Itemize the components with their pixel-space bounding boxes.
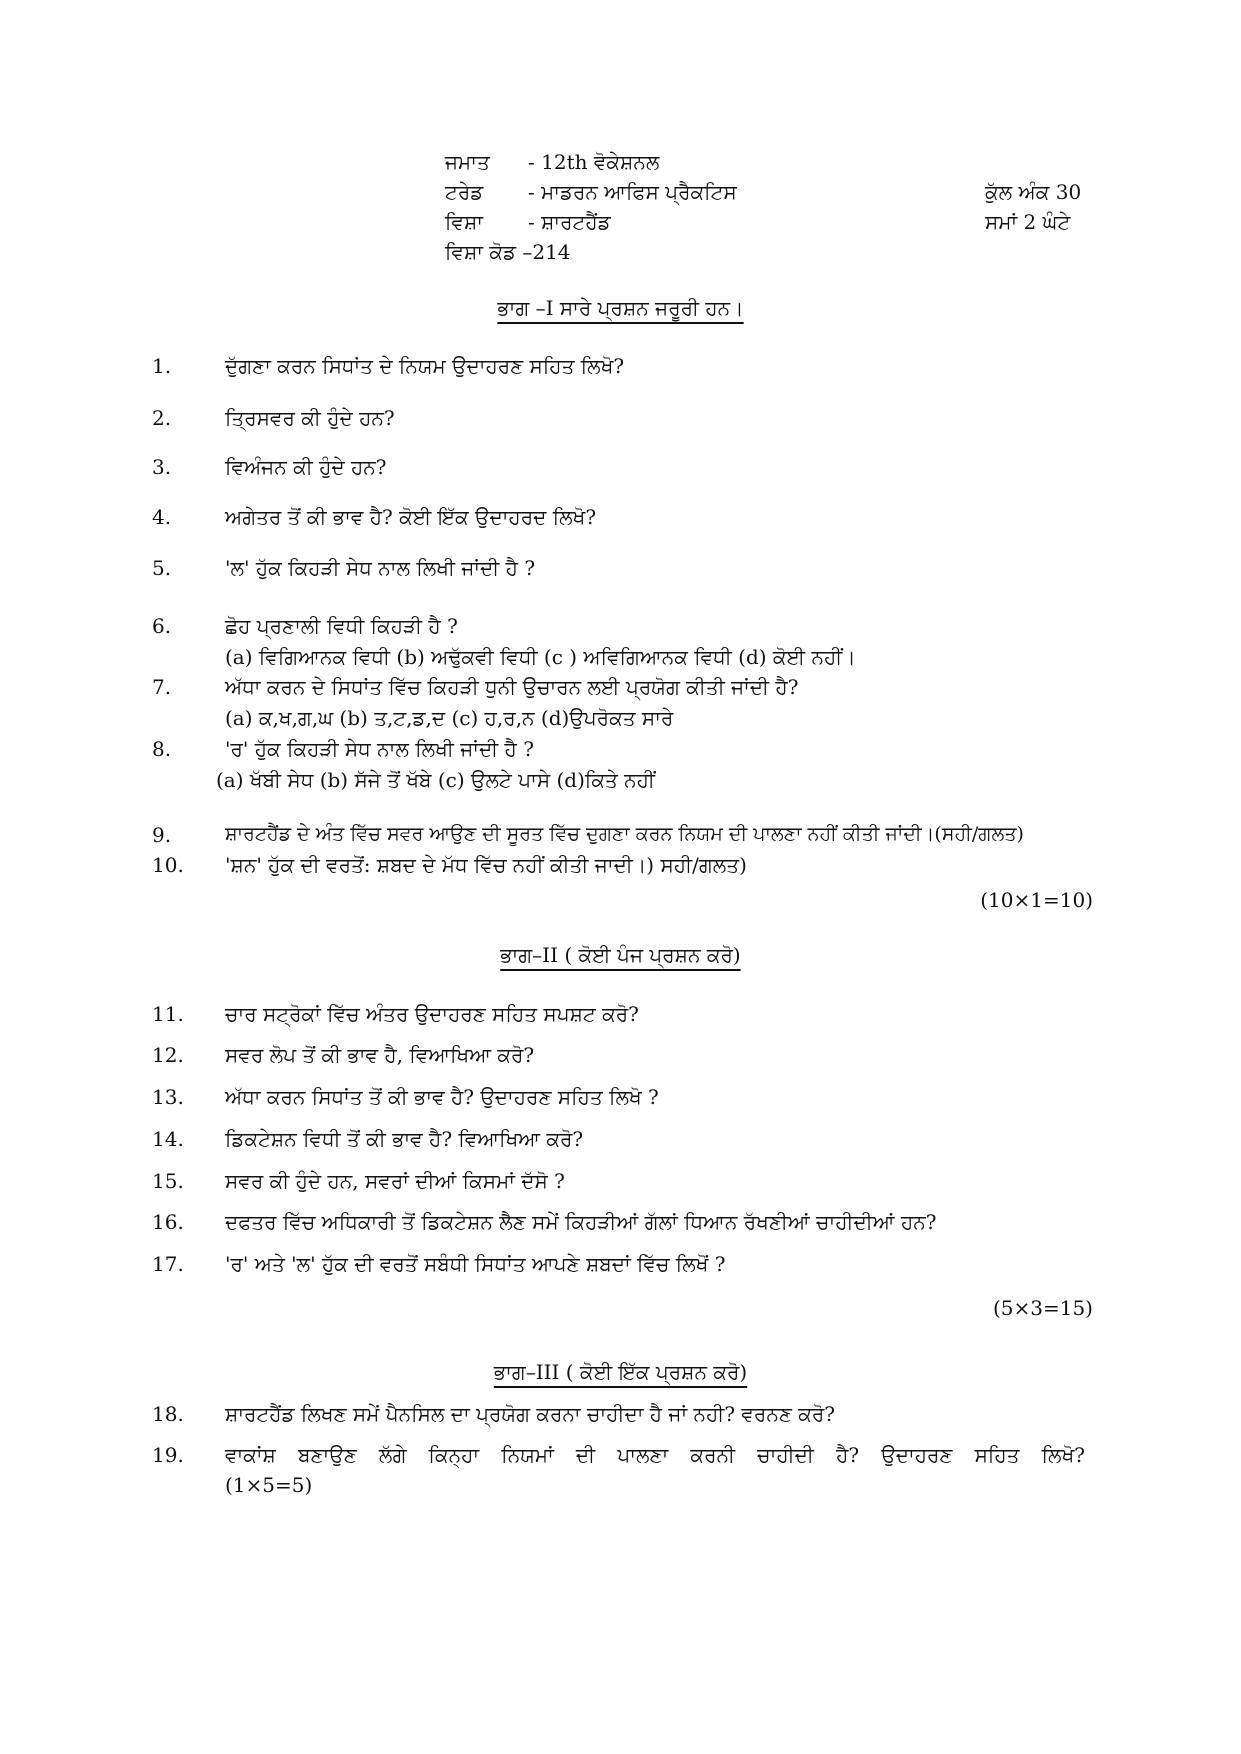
subject-value: - ਸ਼ਾਰਟਹੈਂਡ [528,210,611,234]
question-text: ਦਫਤਰ ਵਿੱਚ ਅਧਿਕਾਰੀ ਤੋਂ ਡਿਕਟੇਸ਼ਨ ਲੈਣ ਸਮੇਂ ਕਿਹੜੀਆਂ ਗੱਲਾਂ ਧਿਆਨ ਰੱਖਣੀਆਂ ਚਾਹੀਦੀਆਂ ਹਨ? [225,1210,937,1234]
question-text: ਸਵਰ ਲੋਪ ਤੋਂ ਕੀ ਭਾਵ ਹੈ, ਵਿਆਖਿਆ ਕਰੋ? [225,1043,535,1067]
trade-label: ਟਰੇਡ [445,180,484,204]
exam-time: ਸਮਾਂ 2 ਘੰਟੇ [985,210,1071,234]
question-options: (a) ਖੱਬੀ ਸੇਧ (b) ਸੱਜੇ ਤੋਂ ਖੱਬੇ (c) ਉਲਟੇ ਪਾਸੇ (d)ਕਿਤੇ ਨਹੀਂ [216,768,655,792]
question-text: ਅੱਧਾ ਕਰਨ ਸਿਧਾਂਤ ਤੋਂ ਕੀ ਭਾਵ ਹੈ? ਉਦਾਹਰਣ ਸਹਿਤ ਲਿਖੋ ? [225,1085,659,1109]
question-text: ਡਿਕਟੇਸ਼ਨ ਵਿਧੀ ਤੋਂ ਕੀ ਭਾਵ ਹੈ? ਵਿਆਖਿਆ ਕਰੋ? [225,1127,584,1151]
question-number: 5. [152,556,172,580]
question-text: ਛੋਹ ਪ੍ਰਣਾਲੀ ਵਿਧੀ ਕਿਹੜੀ ਹੈ ? [225,614,458,638]
question-text: ਸਵਰ ਕੀ ਹੁੰਦੇ ਹਨ, ਸਵਰਾਂ ਦੀਆਂ ਕਿਸਮਾਂ ਦੱਸੋ ? [225,1169,565,1193]
part2-marks: (5×3=15) [992,1296,1093,1320]
subject-label: ਵਿਸ਼ਾ [445,210,483,234]
question-text: 'ਰ' ਅਤੇ 'ਲ' ਹੁੱਕ ਦੀ ਵਰਤੋਂ ਸਬੰਧੀ ਸਿਧਾਂਤ ਆਪਣੇ ਸ਼ਬਦਾਂ ਵਿੱਚ ਲਿਖੋਂ ? [225,1252,726,1276]
total-marks: ਕੁੱਲ ਅੰਕ 30 [985,180,1082,204]
question-text: 'ਰ' ਹੁੱਕ ਕਿਹੜੀ ਸੇਧ ਨਾਲ ਲਿਖੀ ਜਾਂਦੀ ਹੈ ? [225,737,534,761]
question-text: 'ਸ਼ਨ' ਹੁੱਕ ਦੀ ਵਰਤੋਂ: ਸ਼ਬਦ ਦੇ ਮੱਧ ਵਿੱਚ ਨਹੀਂ ਕੀਤੀ ਜਾਦੀ।) ਸਹੀ/ਗਲਤ) [225,853,747,877]
question-number: 14. [152,1127,184,1151]
question-options: (a) ਵਿਗਿਆਨਕ ਵਿਧੀ (b) ਅਢੁੱਕਵੀ ਵਿਧੀ (c ) ਅਵਿਗਿਆਨਕ ਵਿਧੀ (d) ਕੋਈ ਨਹੀਂ। [225,645,856,669]
question-number: 4. [152,505,172,529]
question-text: ਤ੍ਰਿਸਵਰ ਕੀ ਹੁੰਦੇ ਹਨ? [225,406,395,430]
part3-marks: (1×5=5) [225,1473,313,1497]
question-number: 18. [152,1402,184,1426]
question-number: 3. [152,455,172,479]
question-text: ਅੱਧਾ ਕਰਨ ਦੇ ਸਿਧਾਂਤ ਵਿੱਚ ਕਿਹੜੀ ਧੁਨੀ ਉਚਾਰਨ ਲਈ ਪ੍ਰਯੋਗ ਕੀਤੀ ਜਾਂਦੀ ਹੈ? [225,675,799,699]
question-text: ਸ਼ਾਰਟਹੈਂਡ ਲਿਖਣ ਸਮੇਂ ਪੈਨਸਿਲ ਦਾ ਪ੍ਰਯੋਗ ਕਰਨਾ ਚਾਹੀਦਾ ਹੈ ਜਾਂ ਨਹੀ? ਵਰਨਣ ਕਰੋ? [225,1402,835,1426]
question-number: 15. [152,1169,184,1193]
trade-value: - ਮਾਡਰਨ ਆਫਿਸ ਪ੍ਰੈਕਟਿਸ [528,180,737,204]
question-number: 10. [152,853,184,877]
question-number: 1. [152,354,172,378]
part2-title: ਭਾਗ–II ( ਕੋਈ ਪੰਜ ਪ੍ਰਸ਼ਨ ਕਰੋ) [500,943,741,967]
class-value: - 12th ਵੋਕੇਸ਼ਨਲ [528,150,660,174]
question-text: ਚਾਰ ਸਟ੍ਰੋਕਾਂ ਵਿੱਚ ਅੰਤਰ ਉਦਾਹਰਣ ਸਹਿਤ ਸਪਸ਼ਟ ਕਰੋ? [225,1002,639,1026]
question-text: ਸ਼ਾਰਟਹੈਂਡ ਦੇ ਅੰਤ ਵਿੱਚ ਸਵਰ ਆਉਣ ਦੀ ਸੂਰਤ ਵਿੱਚ ਦੁਗਣਾ ਕਰਨ ਨਿਯਮ ਦੀ ਪਾਲਣਾ ਨਹੀਂ ਕੀਤੀ ਜਾਂਦੀ।(ਸਹੀ/ਗਲਤ) [225,823,1024,845]
part1-marks: (10×1=10) [980,888,1093,912]
question-number: 6. [152,614,172,638]
question-number: 7. [152,675,172,699]
question-number: 8. [152,737,172,761]
question-number: 17. [152,1252,184,1276]
question-number: 12. [152,1043,184,1067]
question-options: (a) ਕ,ਖ,ਗ,ਘ (b) ਤ,ਟ,ਡ,ਦ (c) ਹ,ਰ,ਨ (d)ਉਪਰੋਕਤ ਸਾਰੇ [225,706,674,730]
question-text: ਵਿਅੰਜਨ ਕੀ ਹੁੰਦੇ ਹਨ? [225,455,387,479]
class-label: ਜਮਾਤ [445,150,490,174]
subject-code: ਵਿਸ਼ਾ ਕੋਡ –214 [445,240,571,264]
question-number: 2. [152,406,172,430]
question-number: 11. [152,1002,184,1026]
question-text: ਵਾਕਾਂਸ਼ ਬਣਾਉਣ ਲੱਗੇ ਕਿਨ੍ਹਾ ਨਿਯਮਾਂ ਦੀ ਪਾਲਣਾ ਕਰਨੀ ਚਾਹੀਦੀ ਹੈ? ਉਦਾਹਰਣ ਸਹਿਤ ਲਿਖੋ? [225,1443,1085,1467]
question-number: 9. [152,823,172,847]
part1-title: ਭਾਗ –I ਸਾਰੇ ਪ੍ਰਸ਼ਨ ਜਰੂਰੀ ਹਨ। [497,296,744,320]
question-text: 'ਲ' ਹੁੱਕ ਕਿਹੜੀ ਸੇਧ ਨਾਲ ਲਿਖੀ ਜਾਂਦੀ ਹੈ ? [225,556,536,580]
part3-title: ਭਾਗ–III ( ਕੋਈ ਇੱਕ ਪ੍ਰਸ਼ਨ ਕਰੋ) [493,1360,748,1384]
question-number: 13. [152,1085,184,1109]
question-text: ਦੁੱਗਣਾ ਕਰਨ ਸਿਧਾਂਤ ਦੇ ਨਿਯਮ ਉਦਾਹਰਣ ਸਹਿਤ ਲਿਖੋ? [225,354,625,378]
question-text: ਅਗੇਤਰ ਤੋਂ ਕੀ ਭਾਵ ਹੈ? ਕੋਈ ਇੱਕ ਉਦਾਹਰਦ ਲਿਖੋ? [225,505,597,529]
question-number: 16. [152,1210,184,1234]
question-number: 19. [152,1443,184,1467]
